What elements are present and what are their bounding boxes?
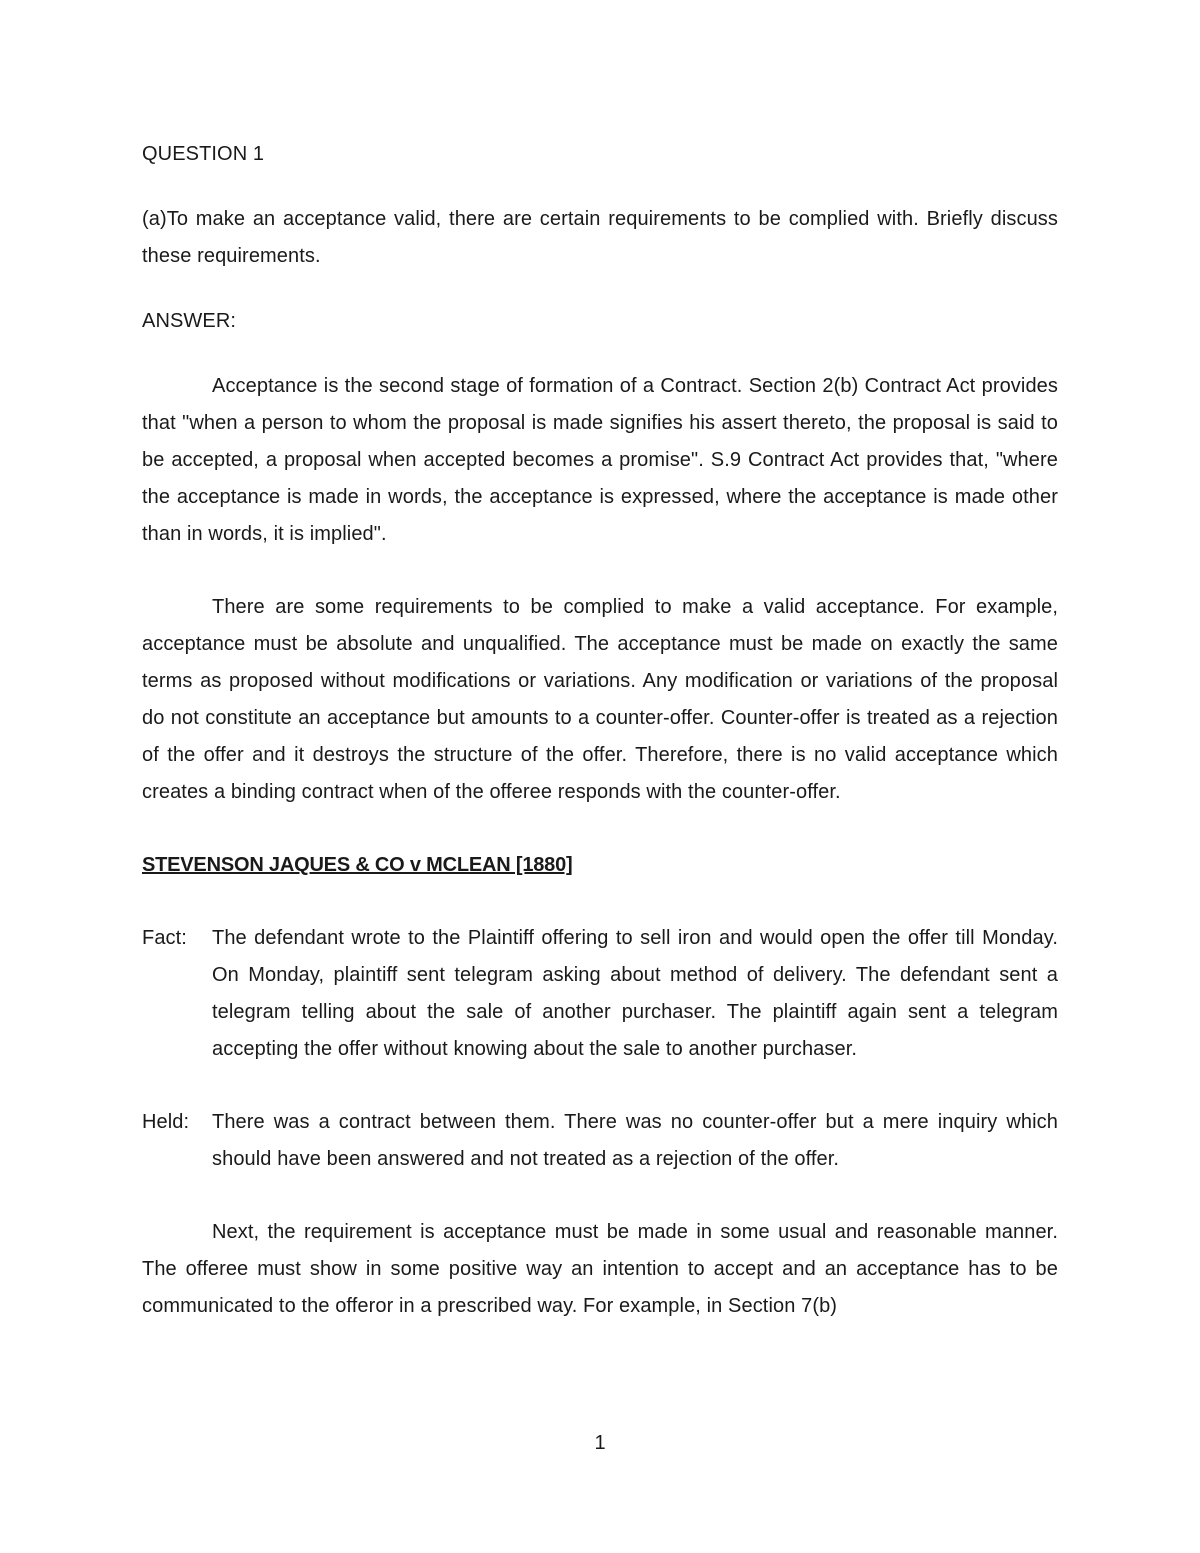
held-text: There was a contract between them. There was no counter-offer but a mere inquiry which should have been answered and not treated as a rejection of the offer.	[212, 1111, 1058, 1170]
case-held	[142, 1104, 1058, 1178]
answer-paragraph-3: Next, the requirement is acceptance must be made in some usual and reasonable manner. The offeree must show in some positive way an intention to accept and an acceptance has to be communicated to the offeror in a prescribed way. For example, in Section 7(b)	[142, 1221, 1058, 1317]
question-text: (a)To make an acceptance valid, there are certain requirements to be complied with. Briefly discuss these requirements.	[142, 208, 1058, 267]
answer-paragraph-1: Acceptance is the second stage of formation of a Contract. Section 2(b) Contract Act provides that "when a person to whom the proposal is made signifies his assert thereto, the proposal is said to be accepted, a proposal when accepted becomes a promise". S.9 Contract Act provides that, "where the acceptance is made in words, the acceptance is expressed, where the acceptance is made other than in words, it is implied".	[142, 375, 1058, 545]
document-page	[142, 136, 1058, 1325]
page-number: 1	[594, 1432, 606, 1454]
answer-label: ANSWER:	[142, 310, 237, 332]
answer-paragraph-2: There are some requirements to be complied to make a valid acceptance. For example, acceptance must be absolute and unqualified. The acceptance must be made on exactly the same terms as proposed without modifications or variations. Any modification or variations of the proposal do not constitute an acceptance but amounts to a counter-offer. Counter-offer is treated as a rejection of the offer and it destroys the structure of the offer. Therefore, there is no valid acceptance which creates a binding contract when of the offeree responds with the counter-offer.	[142, 596, 1058, 803]
fact-text: The defendant wrote to the Plaintiff offering to sell iron and would open the offer till Monday. On Monday, plaintiff sent telegram asking about method of delivery. The defendant sent a telegram telling about the sale of another purchaser. The plaintiff again sent a telegram accepting the offer without knowing about the sale to another purchaser.	[212, 927, 1058, 1060]
held-label: Held:	[142, 1111, 190, 1133]
question-title: QUESTION 1	[142, 143, 265, 165]
fact-label: Fact:	[142, 927, 187, 949]
case-heading: STEVENSON JAQUES & CO v MCLEAN [1880]	[142, 854, 573, 876]
case-fact	[142, 920, 1058, 1068]
